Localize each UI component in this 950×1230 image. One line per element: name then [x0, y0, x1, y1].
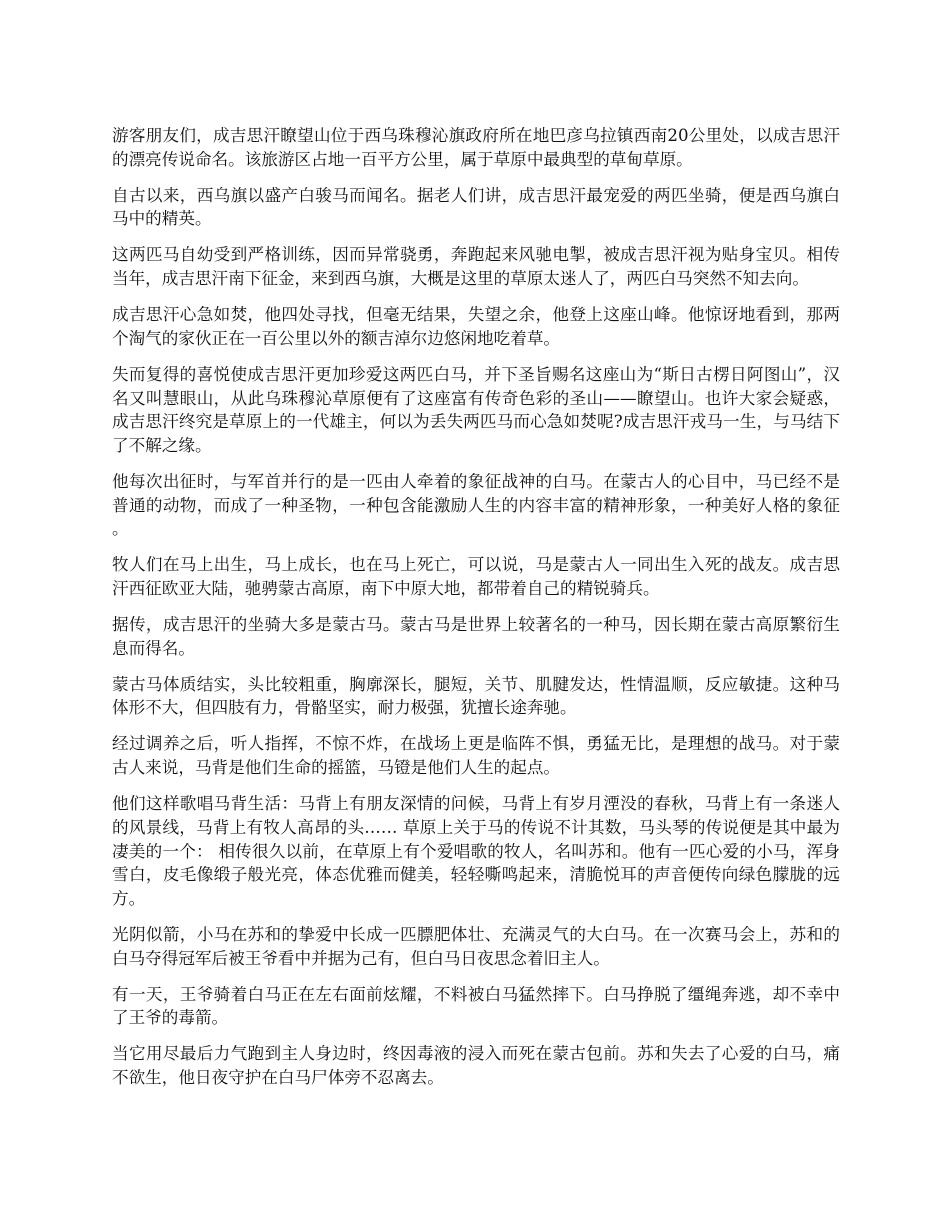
paragraph-4: 成吉思汗心急如焚，他四处寻找，但毫无结果，失望之余，他登上这座山峰。他惊讶地看到，那两个淘气的家伙正在一百公里以外的额吉淖尔边悠闲地吃着草。 [112, 305, 840, 348]
paragraph-9: 蒙古马体质结实，头比较粗重，胸廓深长，腿短，关节、肌腱发达，性情温顺，反应敏捷。这种马体形不大，但四肢有力，骨骼坚实，耐力极强，犹擅长途奔驰。 [112, 674, 840, 718]
paragraph-7: 牧人们在马上出生，马上成长，也在马上死亡，可以说，马是蒙古人一同出生入死的战友。成吉思汗西征欧亚大陆，驰骋蒙古高原，南下中原大地，都带着自己的精锐骑兵。 [112, 555, 840, 599]
paragraph-2: 自古以来，西乌旗以盛产白骏马而闻名。据老人们讲，成吉思汗最宠爱的两匹坐骑，便是西乌旗白马中的精英。 [112, 185, 840, 229]
document-page [112, 124, 840, 1102]
paragraph-1: 游客朋友们，成吉思汗瞭望山位于西乌珠穆沁旗政府所在地巴彦乌拉镇西南20公里处，以成吉思汗的漂亮传说命名。该旅游区占地一百平方公里，属于草原中最典型的草甸草原。 [112, 126, 840, 169]
paragraph-6: 他每次出征时，与军首并行的是一匹由人牵着的象征战神的白马。在蒙古人的心目中，马已经不是普通的动物，而成了一种圣物，一种包含能激励人生的内容丰富的精神形象，一种美好人格的象征。 [112, 471, 840, 539]
paragraph-3: 这两匹马自幼受到严格训练，因而异常骁勇，奔跑起来风驰电掣，被成吉思汗视为贴身宝贝。相传当年，成吉思汗南下征金，来到西乌旗，大概是这里的草原太迷人了，两匹白马突然不知去向。 [112, 245, 840, 289]
paragraph-11: 他们这样歌唱马背生活：马背上有朋友深情的问候，马背上有岁月湮没的春秋，马背上有一条迷人的风景线，马背上有牧人高昂的头…… 草原上关于马的传说不计其数，马头琴的传说便是其中最为凄美的一个： 相传很久以前，在草原上有个爱唱歌的牧人，名叫苏和。他有一匹心爱的小马，浑身雪白，皮毛像缎子般光亮，体态优雅而健美，轻轻嘶鸣起来，清脆悦耳的声音便传向绿色朦胧的远方。 [112, 794, 840, 908]
paragraph-8: 据传，成吉思汗的坐骑大多是蒙古马。蒙古马是世界上较著名的一种马，因长期在蒙古高原繁衍生息而得名。 [112, 615, 840, 658]
paragraph-12: 光阴似箭，小马在苏和的挚爱中长成一匹膘肥体壮、充满灵气的大白马。在一次赛马会上，苏和的白马夺得冠军后被王爷看中并据为己有，但白马日夜思念着旧主人。 [112, 924, 840, 968]
paragraph-14: 当它用尽最后力气跑到主人身边时，终因毒液的浸入而死在蒙古包前。苏和失去了心爱的白马，痛不欲生，他日夜守护在白马尸体旁不忍离去。 [112, 1044, 840, 1088]
paragraph-13: 有一天，王爷骑着白马正在左右面前炫耀，不料被白马猛然摔下。白马挣脱了缰绳奔逃，却不幸中了王爷的毒箭。 [112, 984, 840, 1028]
paragraph-5: 失而复得的喜悦使成吉思汗更加珍爱这两匹白马，并下圣旨赐名这座山为“斯日古楞日阿图山”，汉名又叫慧眼山，从此乌珠穆沁草原便有了这座富有传奇色彩的圣山——瞭望山。也许大家会疑惑，成吉思汗终究是草原上的一代雄主，何以为丢失两匹马而心急如焚呢?成吉思汗戎马一生，与马结下了不解之缘。 [112, 364, 840, 455]
paragraph-10: 经过调养之后，听人指挥，不惊不炸，在战场上更是临阵不惧，勇猛无比，是理想的战马。对于蒙古人来说，马背是他们生命的摇篮，马镫是他们人生的起点。 [112, 734, 840, 778]
